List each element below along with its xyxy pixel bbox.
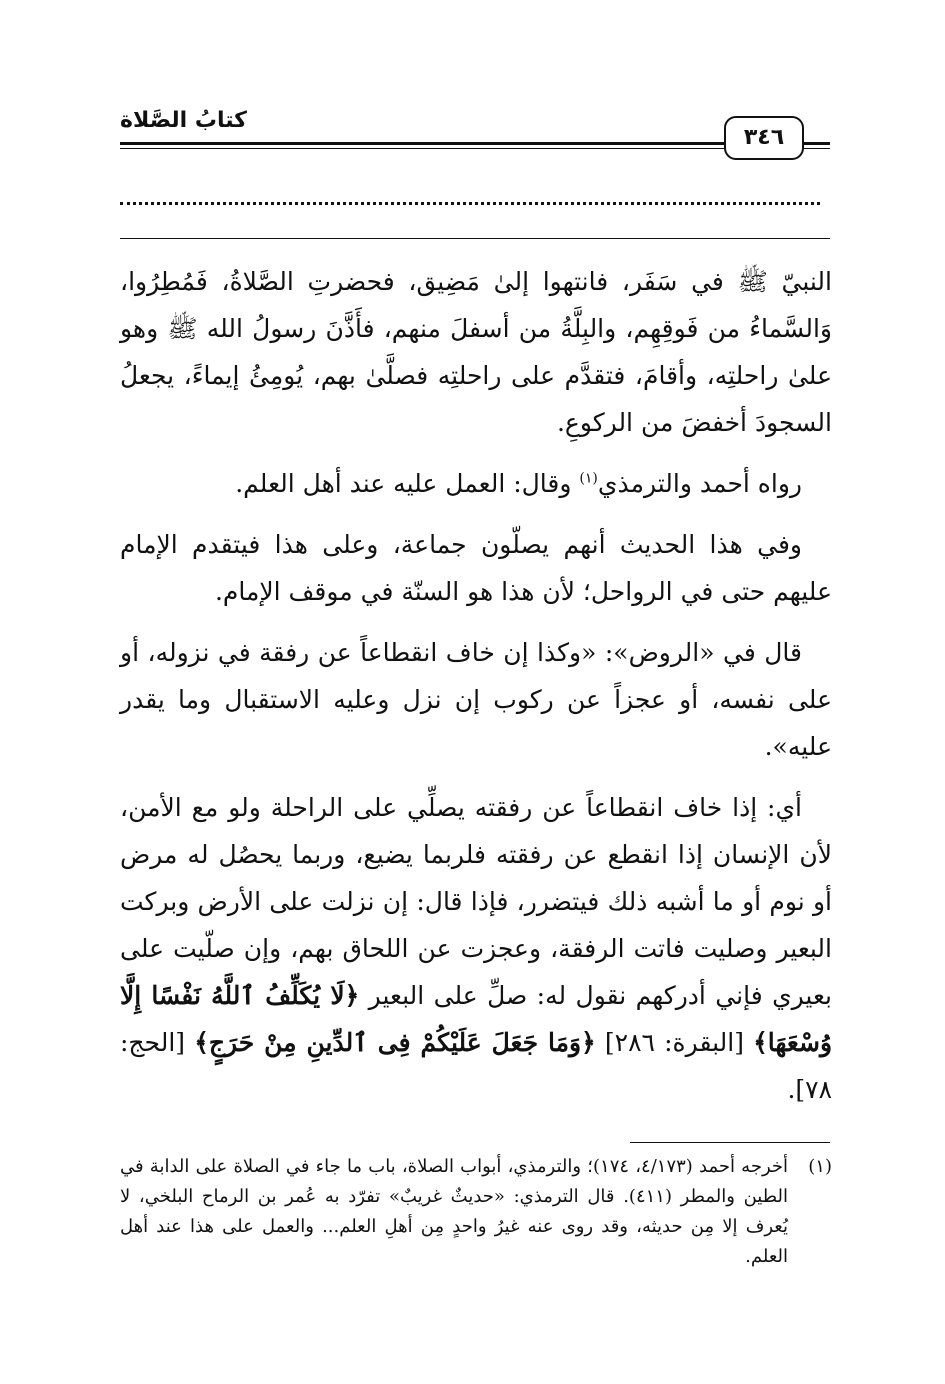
paragraph-5-text: أي: إذا خاف انقطاعاً عن رفقته يصلِّي على الراحلة ولو مع الأمن، لأن الإنسان إذا انقطع عن رفقته فلربما يضيع، وربما يحصُل له مرض أو نوم أو ما أشبه ذلك فيتضرر، فإذا قال: إن نزلت على الأرض وبركت البعير وصليت فاتت الرفقة، وعجزت عن اللحاق بهم، وإن صلّيت على بعيري فإني أدركهم نقول له: صلِّ على البعير xyxy=(120,793,832,1010)
footnote-number: (١) xyxy=(808,1156,832,1177)
separator-rule xyxy=(120,238,830,239)
paragraph-1: النبيّ ﷺ في سَفَر، فانتهوا إلىٰ مَضِيق، فحضرتِ الصَّلاةُ، فَمُطِرُوا، وَالسَّماءُ من فَوقِهِم، والبِلَّةُ من أسفلَ منهم، فأَذَّنَ رسولُ الله ﷺ وهو علىٰ راحلتِه، وأقامَ، فتقدَّم على راحلتِه فصلَّىٰ بهم، يُومِئُ إيماءً، يجعلُ السجودَ أخفضَ من الركوعِ. xyxy=(120,267,832,437)
dotted-separator xyxy=(120,202,820,205)
paragraph-3: وفي هذا الحديث أنهم يصلّون جماعة، وعلى هذا فيتقدم الإمام عليهم حتى في الرواحل؛ لأن هذا هو السنّة في موقف الإمام. xyxy=(120,530,832,606)
main-text xyxy=(120,258,832,1127)
paragraph-2 xyxy=(120,460,832,507)
quran-verse-1: ﴿لَا يُكَلِّفُ ٱللَّهُ نَفْسًا إِلَّا وُسْعَهَا﴾ xyxy=(120,981,833,1057)
footnote-1 xyxy=(120,1152,832,1272)
verse-2-reference: [الحج: ٧٨]. xyxy=(120,1028,832,1104)
footnote-rule xyxy=(630,1142,830,1143)
chapter-title: كتابُ الصَّلاة xyxy=(120,108,257,133)
verse-1-reference: [البقرة: ٢٨٦] xyxy=(595,1028,754,1057)
paragraph-5 xyxy=(120,784,832,1113)
paragraph-2-text: رواه أحمد والترمذي xyxy=(597,469,802,498)
footnote-reference: (١) xyxy=(579,470,598,487)
paragraph-4: قال في «الروض»: «وكذا إن خاف انقطاعاً عن رفقة في نزوله، أو على نفسه، أو عجزاً عن ركوب إن نزل وعليه الاستقبال وما يقدر عليه». xyxy=(120,638,832,761)
footnotes xyxy=(120,1152,832,1272)
page-header xyxy=(120,108,830,158)
footnote-text: أخرجه أحمد (٤/١٧٣، ١٧٤)؛ والترمذي، أبواب الصلاة، باب ما جاء في الصلاة على الدابة في الطين والمطر (٤١١). قال الترمذي: «حديثٌ غريبٌ» تفرّد به عُمر بن الرماح البلخي، لا يُعرف إلا مِن حديثه، وقد روى عنه غيرُ واحدٍ مِن أهلِ العلم... والعمل على هذا عند أهل العلم. xyxy=(120,1156,789,1267)
page-number: ٣٤٦ xyxy=(724,116,804,160)
paragraph-2-text-end: وقال: العمل عليه عند أهل العلم. xyxy=(235,469,580,498)
quran-verse-2: ﴿وَمَا جَعَلَ عَلَيْكُمْ فِى ٱلدِّينِ مِنْ حَرَجٍ﴾ xyxy=(194,1028,596,1057)
